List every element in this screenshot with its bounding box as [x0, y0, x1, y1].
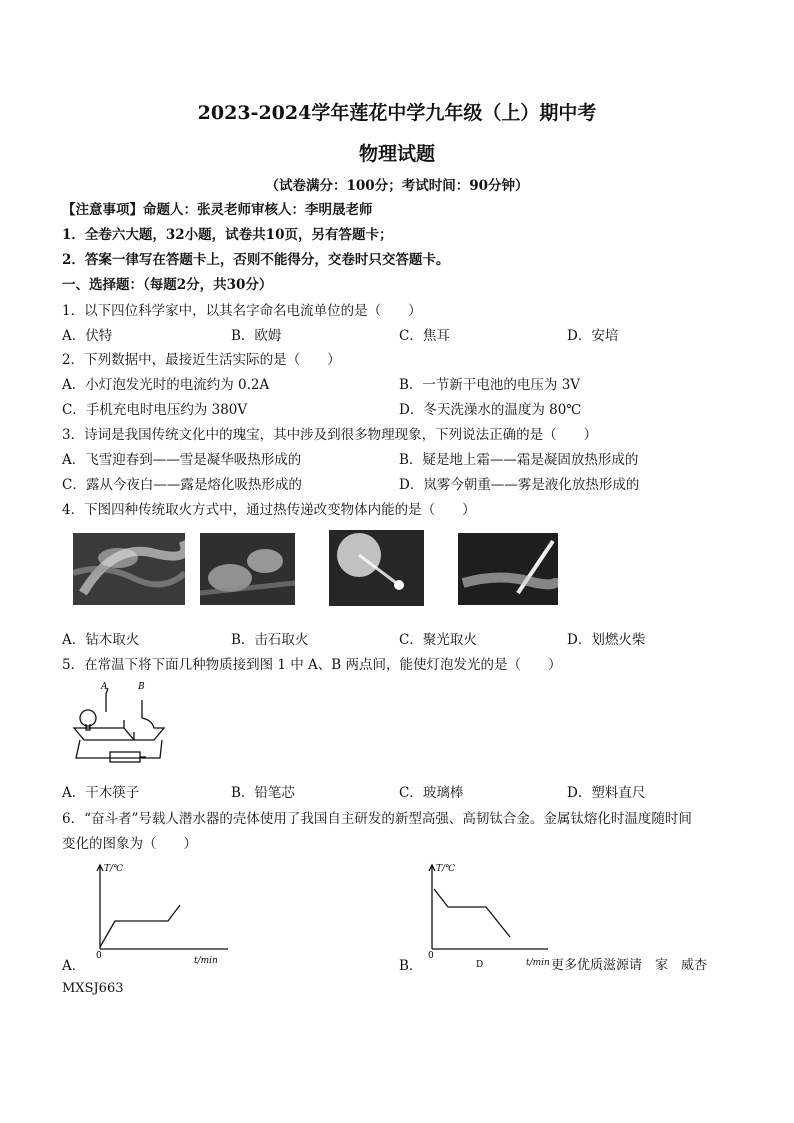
question-3-stem: 3．诗词是我国传统文化中的瑰宝，其中涉及到很多物理现象，下列说法正确的是（ ）	[62, 427, 598, 443]
question-5-stem: 5．在常温下将下面几种物质接到图 1 中 A、B 两点间，能使灯泡发光的是（ ）	[62, 657, 562, 673]
q3-option-b: B．疑是地上霜——霜是凝固放热形成的	[399, 452, 639, 468]
page-code: MXSJ663	[62, 981, 124, 996]
graph-a-x-label: t/min	[194, 956, 218, 966]
photo-striking-match	[458, 533, 558, 605]
question-2-stem: 2．下列数据中，最接近生活实际的是（ ）	[62, 352, 341, 368]
q5-option-d: D．塑料直尺	[567, 785, 646, 801]
graph-b	[420, 857, 550, 969]
question-4-stem: 4．下图四种传统取火方式中，通过热传递改变物体内能的是（ ）	[62, 502, 476, 518]
question-6-stem-line2: 变化的图象为（ ）	[62, 836, 197, 852]
exam-meta: （试卷满分：100分；考试时间：90分钟）	[265, 178, 529, 194]
q4-option-a: A．钻木取火	[62, 632, 140, 648]
q6-option-b: B．	[399, 958, 423, 974]
q6-option-a: A．	[62, 958, 86, 974]
photo-focused-sunlight	[329, 530, 424, 606]
question-1-stem: 1．以下四位科学家中，以其名字命名电流单位的是（ ）	[62, 303, 422, 319]
q2-option-c: C．手机充电时电压约为 380V	[62, 402, 248, 418]
photo-striking-stone	[200, 533, 295, 605]
graph-b-y-label: T/℃	[436, 864, 456, 874]
q3-option-a: A．飞雪迎春到——雪是凝华吸热形成的	[62, 452, 302, 468]
notes-item-1: 1．全卷六大题，32小题，试卷共10页，另有答题卡；	[62, 227, 393, 243]
circuit-label-b: B	[138, 682, 145, 692]
q3-option-d: D．岚雾今朝重——雾是液化放热形成的	[399, 477, 640, 493]
question-6-stem-line1: 6．“奋斗者”号载人潜水器的壳体使用了我国自主研发的新型高强、高韧钛合金。金属钛熔化时温度随时间	[62, 811, 692, 827]
notes-item-2: 2．答案一律写在答题卡上，否则不能得分，交卷时只交答题卡。	[62, 252, 450, 268]
q1-option-b: B．欧姆	[231, 328, 282, 344]
q4-option-d: D．划燃火柴	[567, 632, 646, 648]
q1-option-d: D．安培	[567, 328, 619, 344]
q5-option-c: C．玻璃棒	[399, 785, 464, 801]
watermark-text: 更多优质滋源请 家 威杏	[551, 958, 708, 973]
photo-drilling-wood	[73, 533, 185, 605]
graph-b-extra-label: D	[476, 960, 484, 969]
graph-a-origin: 0	[96, 951, 102, 961]
q5-option-a: A．干木筷子	[62, 785, 140, 801]
circuit-label-a: A	[101, 682, 108, 692]
graph-a	[90, 857, 230, 969]
q5-option-b: B．铅笔芯	[231, 785, 295, 801]
circuit-diagram	[68, 680, 172, 770]
q3-option-c: C．露从今夜白——露是熔化吸热形成的	[62, 477, 302, 493]
graph-b-origin: 0	[428, 951, 434, 961]
graph-a-y-label: T/℃	[104, 864, 124, 874]
graph-b-x-label: t/min	[526, 958, 550, 968]
exam-title: 2023-2024学年莲花中学九年级（上）期中考	[197, 102, 597, 124]
exam-subject: 物理试题	[358, 143, 435, 165]
q2-option-b: B．一节新干电池的电压为 3V	[399, 377, 581, 393]
section-heading: 一、选择题：（每题2分，共30分）	[62, 277, 273, 293]
q1-option-c: C．焦耳	[399, 328, 450, 344]
notes-authors: 【注意事项】命题人：张灵老师审核人：李明晟老师	[62, 202, 373, 218]
q2-option-a: A．小灯泡发光时的电流约为 0.2A	[62, 377, 270, 393]
q1-option-a: A．伏特	[62, 328, 113, 344]
q4-option-b: B．击石取火	[231, 632, 309, 648]
q4-option-c: C．聚光取火	[399, 632, 477, 648]
q2-option-d: D．冬天洗澡水的温度为 80℃	[399, 402, 582, 418]
